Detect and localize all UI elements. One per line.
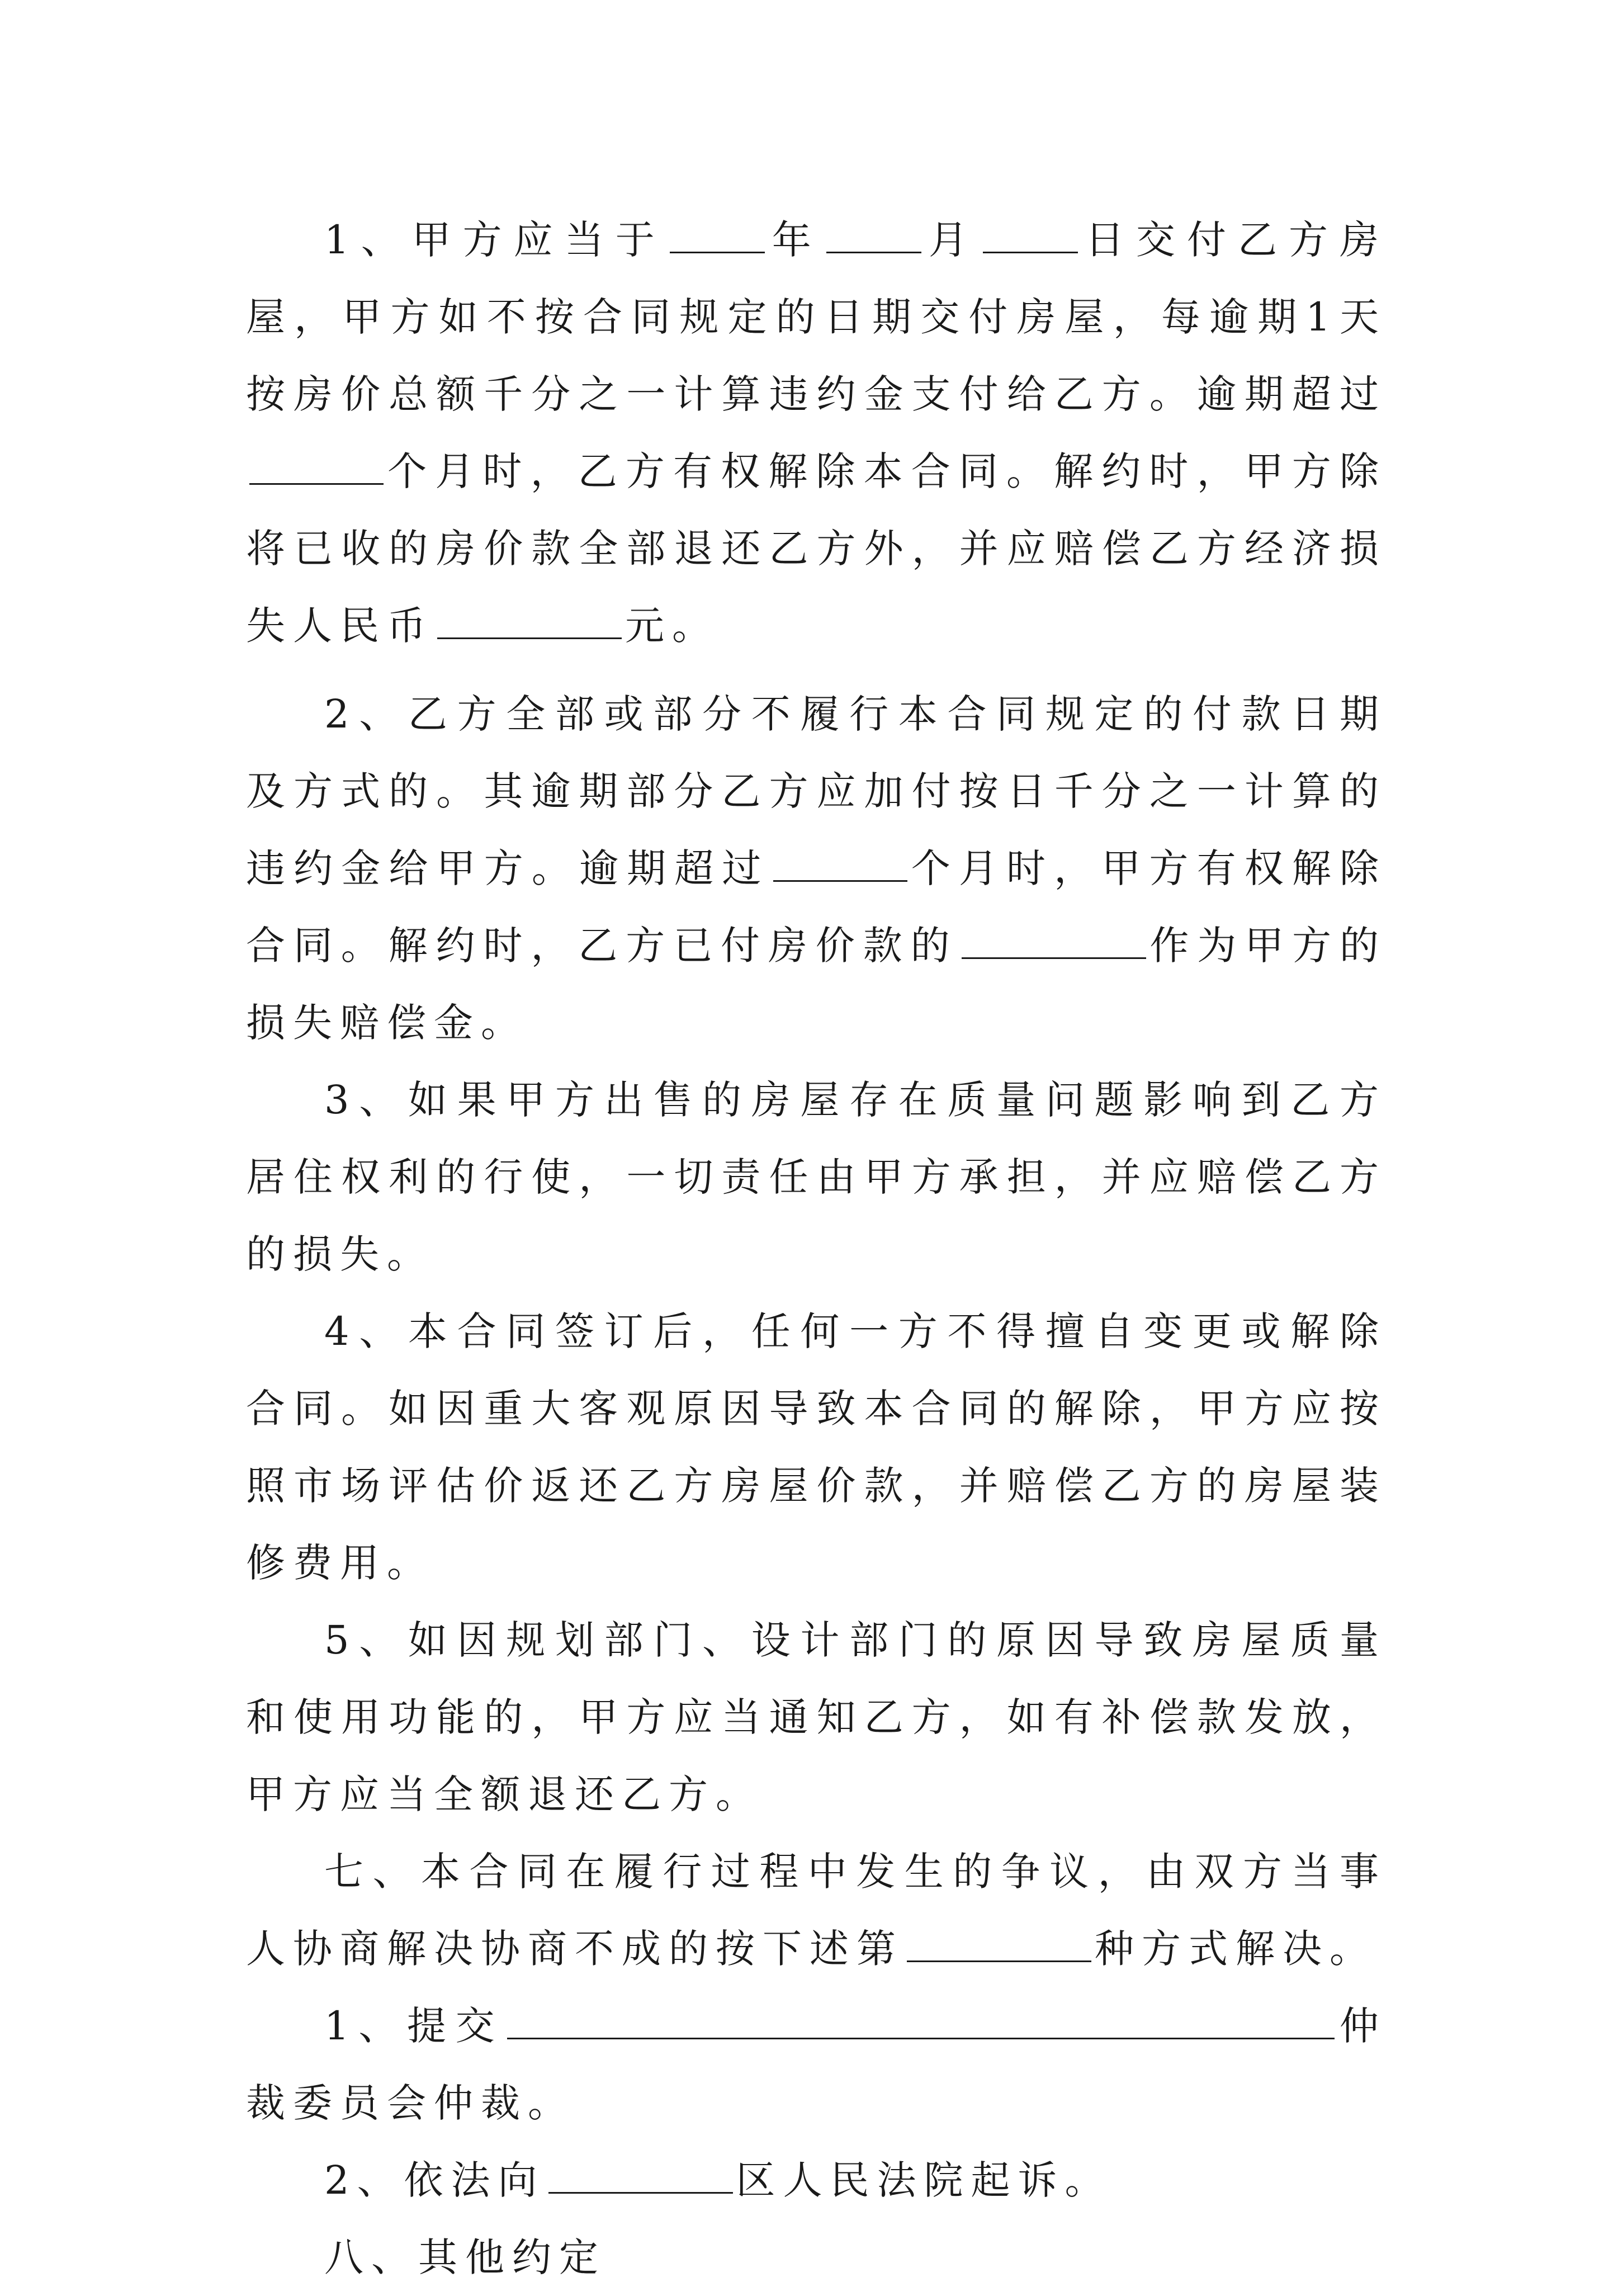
clause-2-text-a: 2、乙方全部或部分不履行本合同规定的付款日期及方式的。其逾期部分乙方应加付按日千分之一计算的违约金给甲方。逾期超过 xyxy=(246,691,1387,891)
blank-overdue-months xyxy=(249,448,384,485)
option-1-text-a: 1、提交 xyxy=(324,2003,504,2049)
blank-compensation-amount xyxy=(437,603,622,639)
option-2-text-b: 区人民法院起诉。 xyxy=(736,2157,1112,2203)
document-body xyxy=(246,201,1387,2296)
option-1-text-b: 仲裁委员会仲裁。 xyxy=(246,2003,1387,2126)
clause-1 xyxy=(246,201,1387,664)
clause-1-text-d: 日交付乙方房屋，甲方如不按合同规定的日期交付房屋，每逾期1天按房价总额千分之一计算违约金支付给乙方。逾期超过 xyxy=(246,217,1387,417)
section-7-option-2 xyxy=(246,2142,1387,2219)
blank-resolution-method xyxy=(907,1926,1091,1962)
section-7 xyxy=(246,1833,1387,1987)
clause-1-text-b: 年 xyxy=(768,217,823,263)
clause-1-text-e: 个月时，乙方有权解除本合同。解约时，甲方除将已收的房价款全部退还乙方外，并应赔偿乙方经济损失人民币 xyxy=(246,448,1387,649)
blank-day xyxy=(983,217,1078,253)
blank-court-district xyxy=(548,2157,733,2194)
clause-1-text-a: 1、甲方应当于 xyxy=(324,217,666,263)
section-7-text-b: 种方式解决。 xyxy=(1095,1926,1376,1972)
option-2-text-a: 2、依法向 xyxy=(324,2157,545,2203)
blank-month xyxy=(826,217,921,253)
section-8-heading: 八、其他约定 xyxy=(324,2234,606,2280)
clause-1-text-f: 元。 xyxy=(625,603,719,649)
clause-2-text-c: 作为甲方的损失赔偿金。 xyxy=(246,923,1387,1046)
section-7-option-1 xyxy=(246,1987,1387,2142)
blank-arbitration-committee xyxy=(507,2003,1335,2039)
clause-2-text-b: 个月时，甲方有权解除合同。解约时，乙方已付房价款的 xyxy=(246,845,1387,969)
section-7-text-a: 七、本合同在履行过程中发生的争议，由双方当事人协商解决协商不成的按下述第 xyxy=(246,1849,1387,1972)
blank-overdue-months-2 xyxy=(773,845,907,882)
clause-1-text-c: 月 xyxy=(924,217,980,263)
clause-2 xyxy=(246,675,1387,1061)
blank-year xyxy=(670,217,765,253)
clause-3: 3、如果甲方出售的房屋存在质量问题影响到乙方居住权利的行使，一切责任由甲方承担，并应赔偿乙方的损失。 xyxy=(246,1077,1387,1277)
blank-paid-portion xyxy=(962,923,1146,959)
clause-4: 4、本合同签订后，任何一方不得擅自变更或解除合同。如因重大客观原因导致本合同的解除，甲方应按照市场评估价返还乙方房屋价款，并赔偿乙方的房屋装修费用。 xyxy=(246,1308,1387,1586)
clause-5: 5、如因规划部门、设计部门的原因导致房屋质量和使用功能的，甲方应当通知乙方，如有补偿款发放，甲方应当全额退还乙方。 xyxy=(246,1617,1387,1817)
